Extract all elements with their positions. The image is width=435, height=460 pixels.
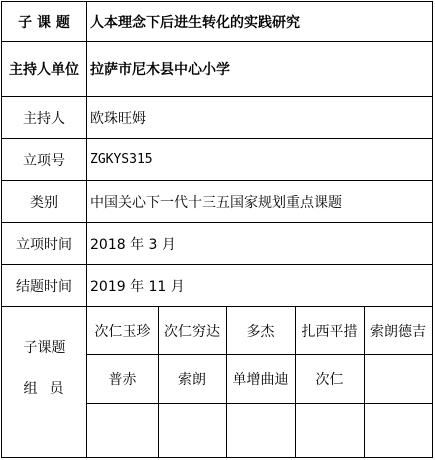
row-host	[2, 97, 432, 139]
members-section	[2, 307, 432, 457]
row-subtopic	[2, 2, 432, 42]
member-name	[364, 403, 432, 457]
label-approval-date: 立项时间	[2, 223, 87, 264]
row-project-number	[2, 139, 432, 181]
member-name: 次仁玉珍	[94, 323, 151, 340]
row-category	[2, 181, 432, 223]
member-name	[226, 403, 295, 457]
value-host-unit: 拉萨市尼木县中心小学	[90, 62, 230, 78]
label-category: 类别	[2, 181, 87, 222]
label-host-unit: 主持人单位	[2, 42, 87, 96]
member-name: 扎西平措	[301, 323, 358, 340]
value-category: 中国关心下一代十三五国家规划重点课题	[90, 194, 342, 211]
member-name	[295, 403, 364, 457]
members-label-line2: 组员	[23, 381, 76, 397]
row-approval-date	[2, 223, 432, 265]
value-subtopic: 人本理念下后进生转化的实践研究	[90, 14, 300, 31]
member-name: 多杰	[246, 323, 275, 340]
value-approval-date: 2018 年 3 月	[90, 236, 176, 253]
member-name	[158, 403, 226, 457]
label-project-number: 立项号	[2, 139, 87, 180]
member-name: 单增曲迪	[232, 371, 289, 388]
row-completion-date	[2, 265, 432, 307]
members-label-line1: 子课题	[23, 340, 66, 356]
member-name: 索朗	[178, 371, 206, 388]
label-subtopic: 子 课 题	[2, 2, 87, 41]
value-completion-date: 2019 年 11 月	[90, 278, 185, 295]
project-info-table	[1, 1, 433, 458]
member-name	[87, 403, 158, 457]
value-project-number: ZGKYS315	[90, 152, 153, 167]
member-name: 次仁	[315, 371, 344, 388]
row-host-unit	[2, 42, 432, 97]
label-completion-date: 结题时间	[2, 265, 87, 306]
member-name: 索朗德吉	[370, 323, 426, 340]
members-label-cell	[2, 307, 87, 457]
member-name: 次仁穷达	[164, 323, 220, 340]
member-name: 普赤	[108, 371, 137, 388]
value-host: 欧珠旺姆	[90, 110, 146, 127]
member-name	[364, 354, 432, 403]
label-host: 主持人	[2, 97, 87, 138]
